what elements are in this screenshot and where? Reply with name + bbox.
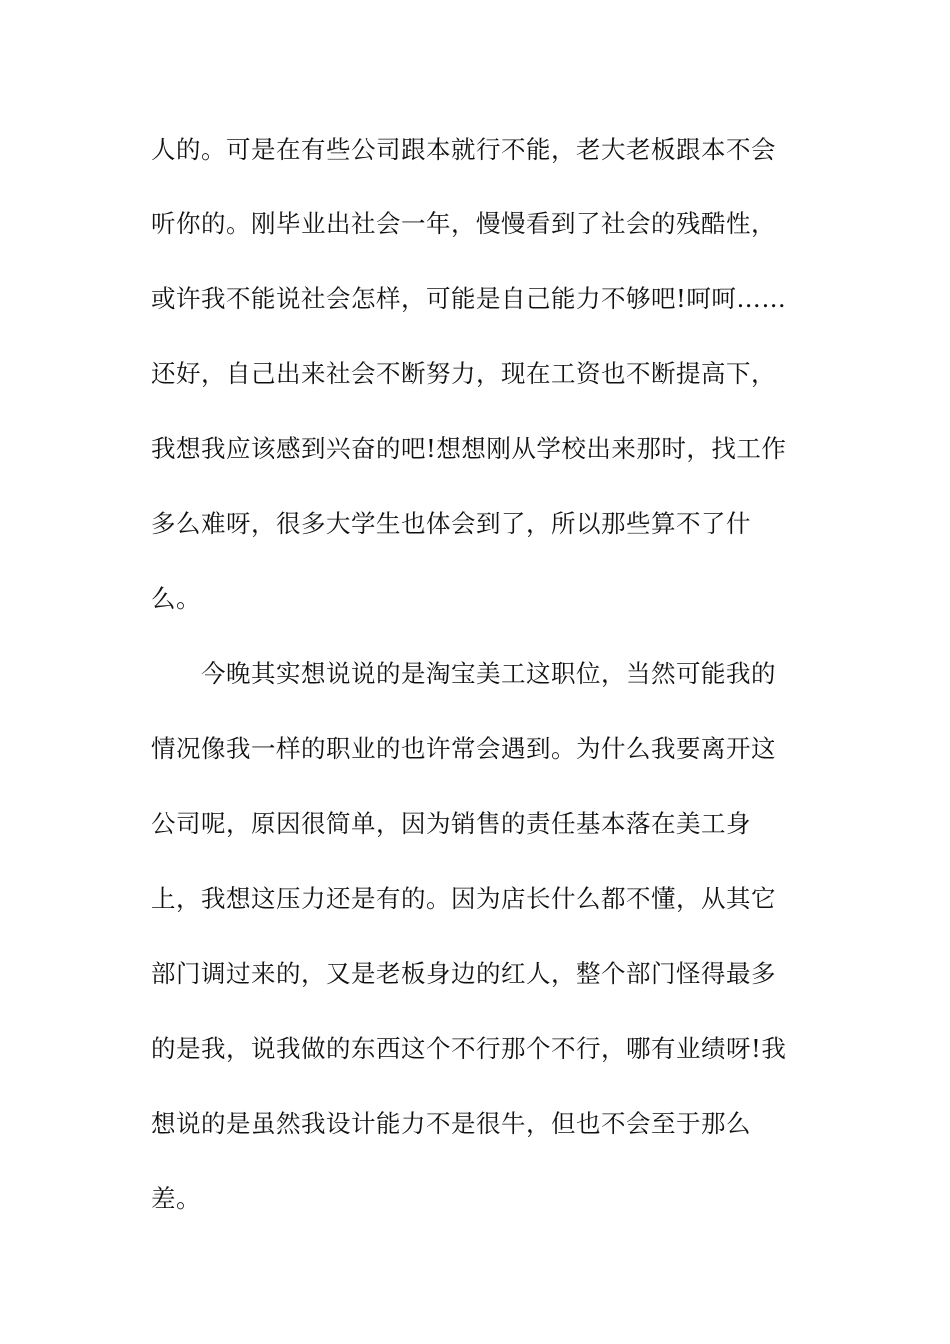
text-line: 情况像我一样的职业的也许常会遇到。为什么我要离开这 — [151, 734, 776, 763]
text-line: 多么难呀，很多大学生也体会到了，所以那些算不了什 — [151, 509, 751, 538]
text-line: 听你的。刚毕业出社会一年，慢慢看到了社会的残酷性， — [151, 209, 776, 238]
text-line: 的是我，说我做的东西这个不行那个不行，哪有业绩呀!我 — [151, 1034, 787, 1063]
text-line: 我想我应该感到兴奋的吧!想想刚从学校出来那时，找工作 — [151, 434, 787, 463]
text-line: 还好，自己出来社会不断努力，现在工资也不断提高下， — [151, 359, 776, 388]
text-line: 想说的是虽然我设计能力不是很牛，但也不会至于那么 — [151, 1109, 751, 1138]
text-line: 部门调过来的，又是老板身边的红人，整个部门怪得最多 — [151, 959, 776, 988]
text-line: 或许我不能说社会怎样，可能是自己能力不够吧!呵呵…… — [151, 284, 787, 313]
text-line: 上，我想这压力还是有的。因为店长什么都不懂，从其它 — [151, 884, 776, 913]
text-line: 么。 — [151, 584, 201, 613]
text-line: 今晚其实想说说的是淘宝美工这职位，当然可能我的 — [201, 659, 776, 688]
text-line: 差。 — [151, 1184, 201, 1213]
text-line: 公司呢，原因很简单，因为销售的责任基本落在美工身 — [151, 809, 751, 838]
text-line: 人的。可是在有些公司跟本就行不能，老大老板跟本不会 — [151, 135, 776, 164]
